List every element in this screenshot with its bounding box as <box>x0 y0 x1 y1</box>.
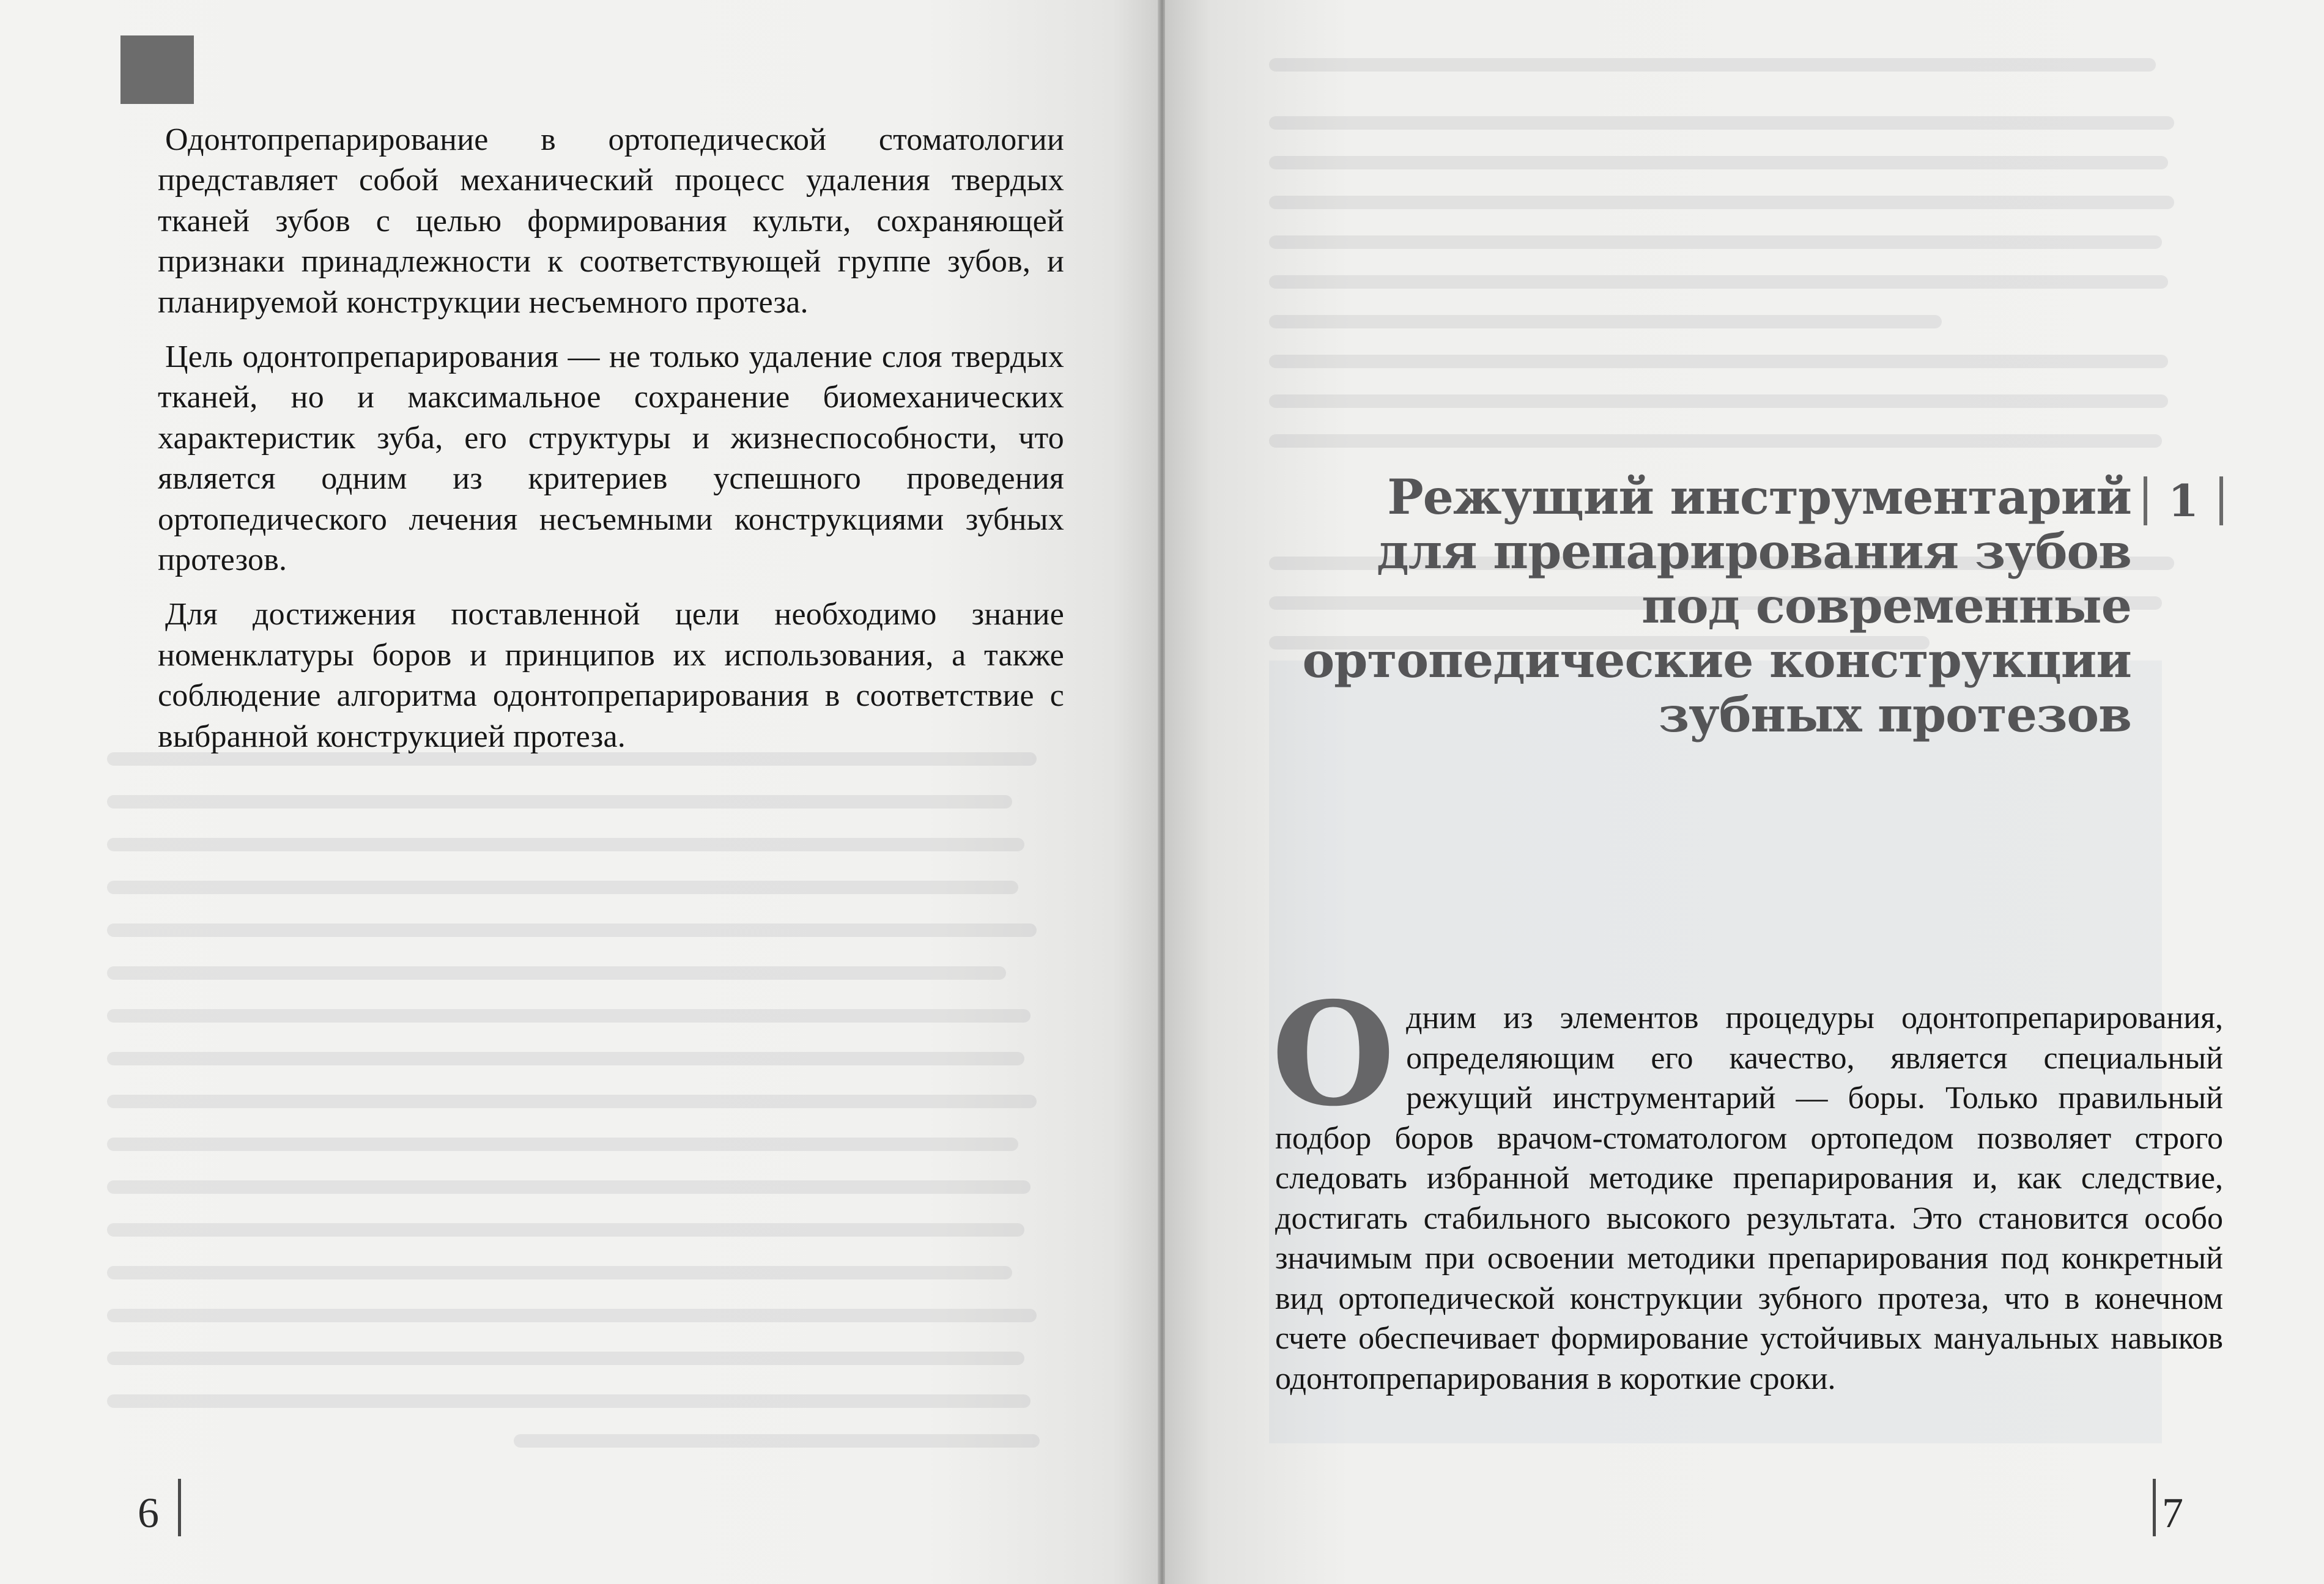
intro-paragraph: дним из элементов процедуры одонтопрепарирования, определяющим его качество, является специальный режущий инструментарий — боры. Только правильный подбор боров врачом-стоматологом ортопедом позволяет строго следовать избранной методике препарирования и, как следствие, достигать стабильного высокого результата. Это становится особо значимым при освоении методики препарирования под конкретный вид ортопедической конструкции зубного протеза, что в конечном счете обеспечивает формирование устойчивых мануальных навыков одонтопрепарирования в короткие сроки. <box>1275 1001 2223 1396</box>
chapter-title-line: зубных протезов <box>1658 686 2131 743</box>
chapter-title-line: ортопедические конструкции <box>1302 632 2131 689</box>
chapter-title <box>1254 470 2131 742</box>
page-number-left: 6 <box>138 1490 159 1537</box>
chapter-number: 1 <box>2144 473 2223 528</box>
chapter-title-line: Режущий инструментарий <box>1387 468 2131 525</box>
drop-cap: О <box>1271 971 1396 1138</box>
right-page <box>1165 0 2324 1584</box>
page-number-rule <box>178 1479 181 1536</box>
page-number-rule <box>2153 1479 2156 1536</box>
chapter-intro-text <box>1271 971 2223 1399</box>
page-number-right: 7 <box>2162 1490 2183 1537</box>
chapter-title-line: для препарирования зубов <box>1377 523 2131 580</box>
paragraph: Одонтопрепарирование в ортопедической стоматологии представляет собой механический процесс удаления твердых тканей зубов с целью формирования культи, сохраняющей признаки принадлежности к соответствующей группе зубов, и планируемой конструкции несъемного протеза. <box>158 122 1064 320</box>
chapter-title-line: под современные <box>1641 577 2131 634</box>
paragraph: Цель одонтопрепарирования — не только удаление слоя твердых тканей, но и максимальное сохранение биомеханических характеристик зуба, его структуры и жизнеспособности, что является одним из критериев успешного проведения ортопедического лечения несъемными конструкциями зубных протезов. <box>158 339 1064 578</box>
corner-marker <box>120 35 194 104</box>
paragraph: Для достижения поставленной цели необходимо знание номенклатуры боров и принципов их использования, а также соблюдение алгоритма одонтопрепарирования в соответствие с выбранной конструкцией протеза. <box>158 597 1064 754</box>
left-body-text <box>158 120 1064 757</box>
left-page <box>0 0 1159 1584</box>
